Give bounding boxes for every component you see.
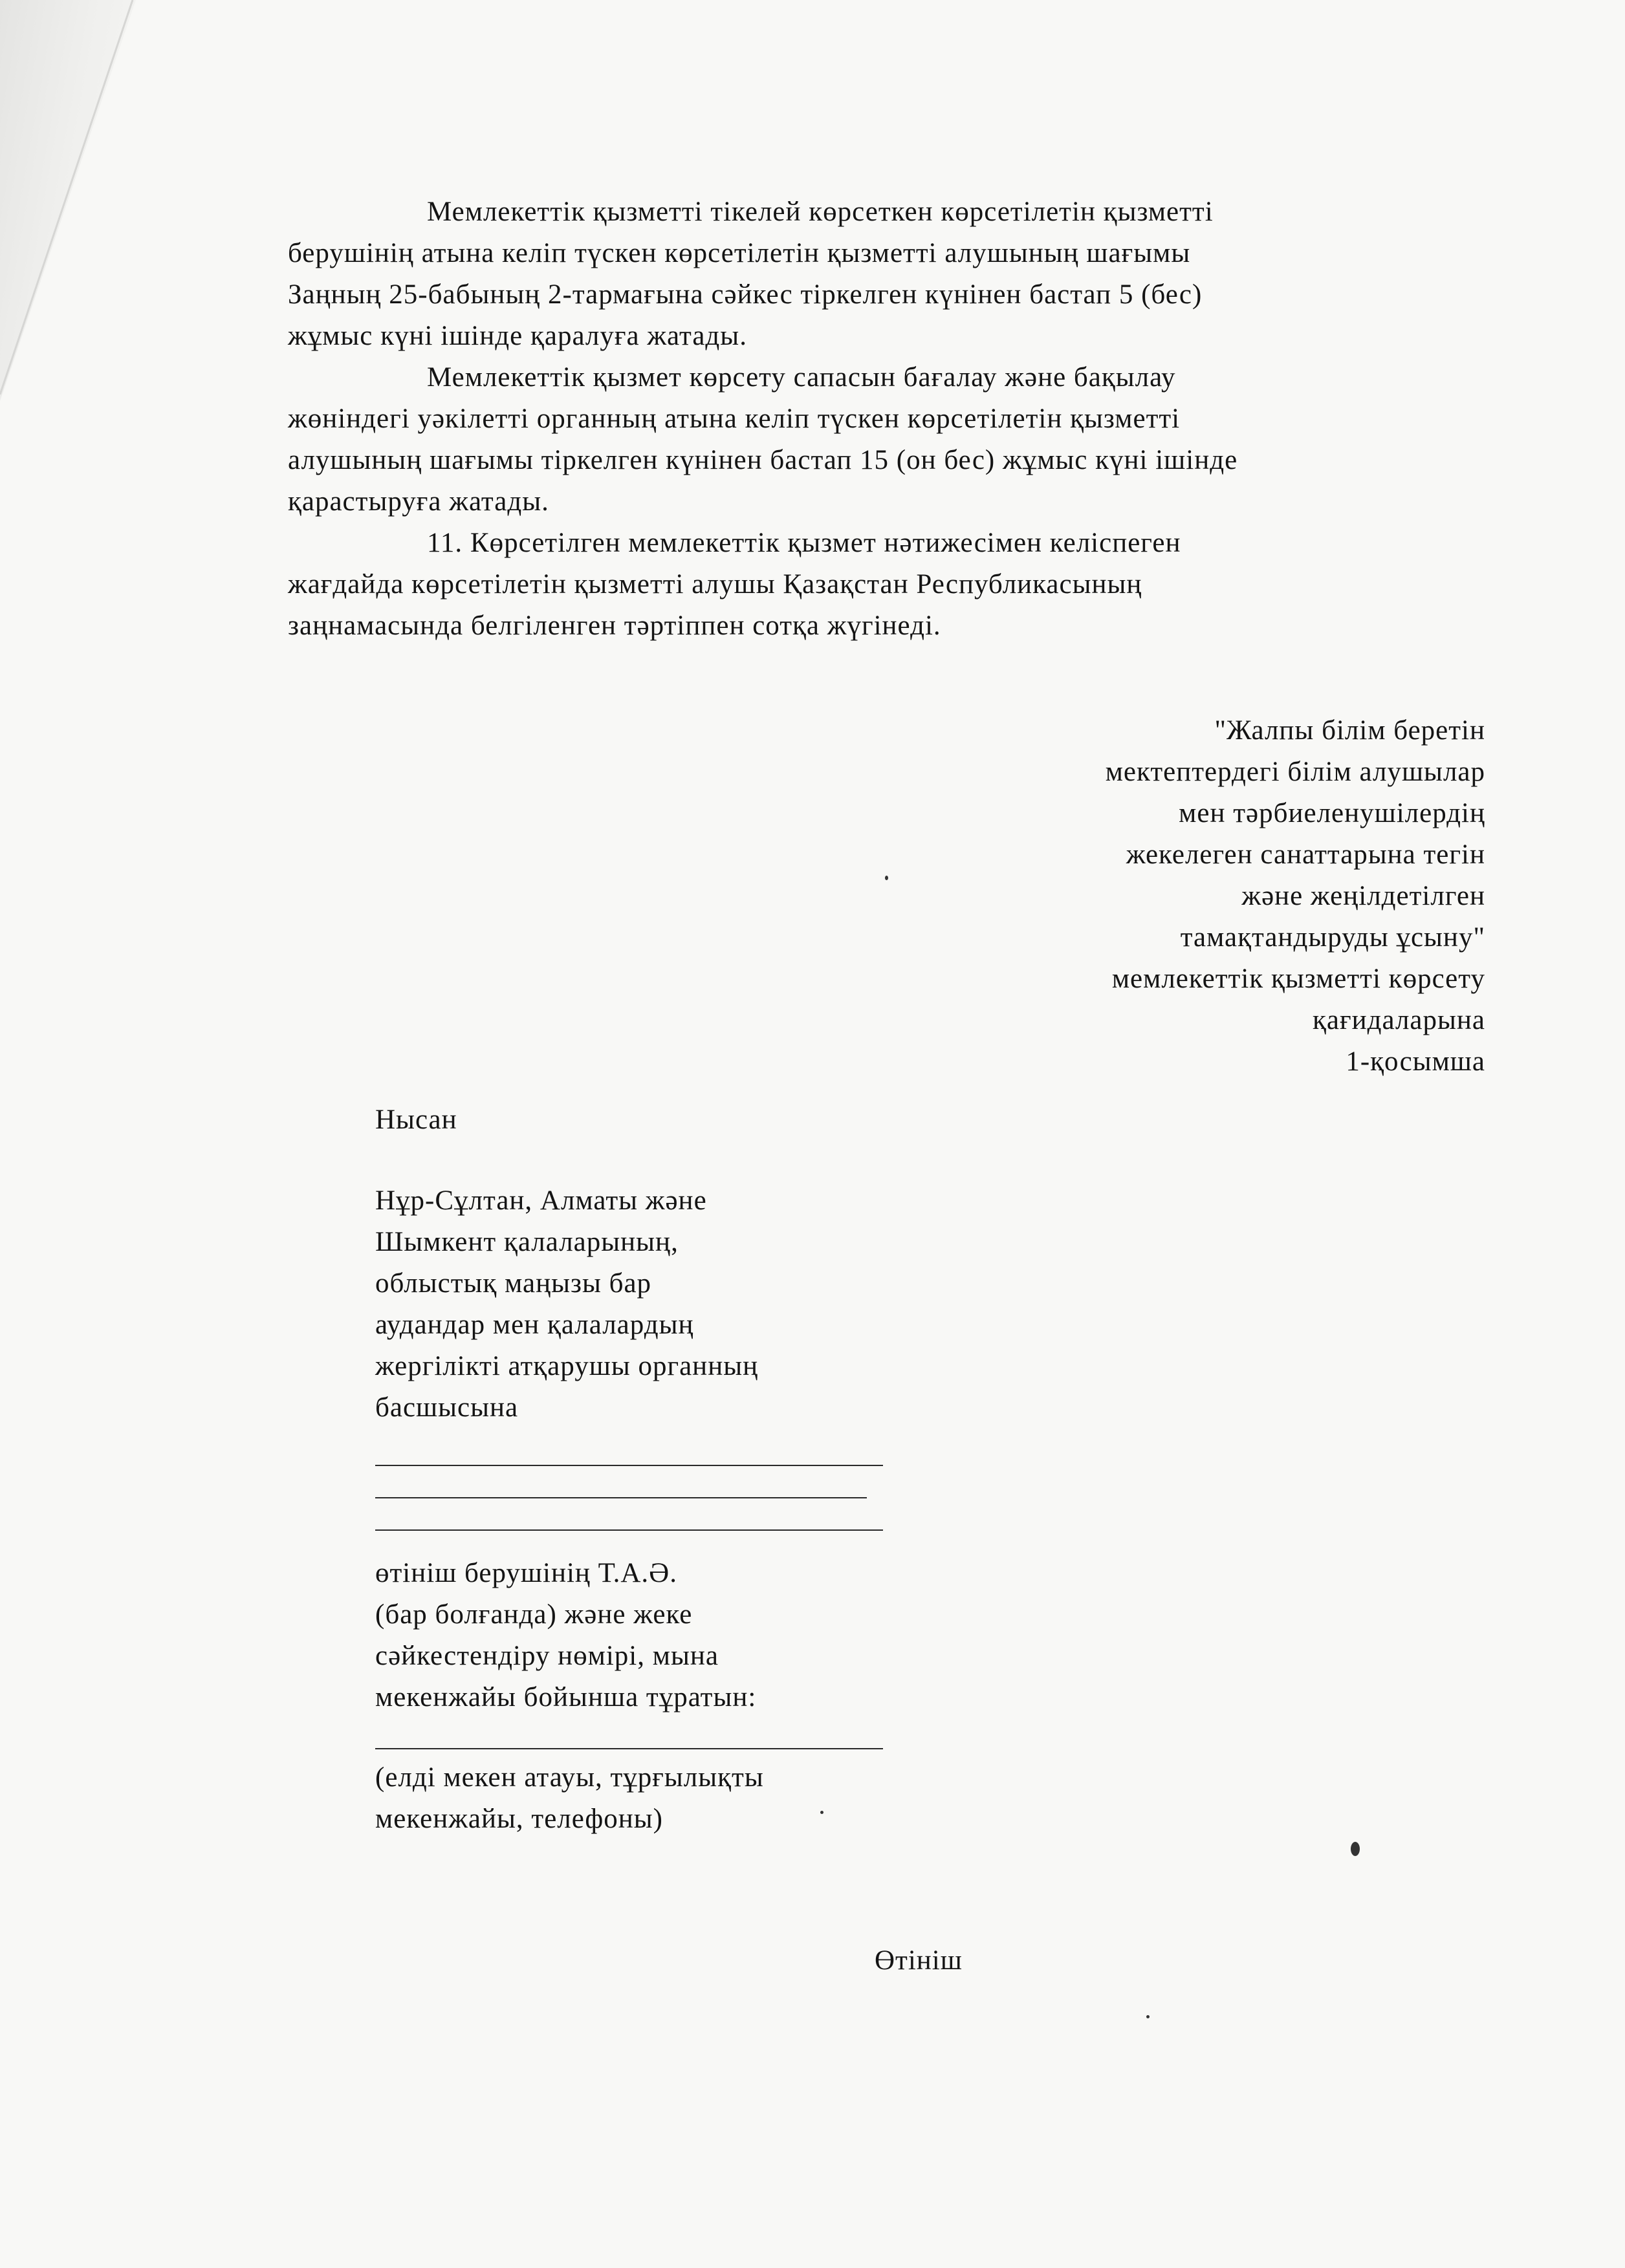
appendix-line-6: тамақтандыруды ұсыну" [1180,922,1485,953]
spacer [375,1749,957,1757]
body-text [288,191,1517,647]
scan-speck [1146,2015,1150,2018]
p1-line-2: берушінің атына келіп түскен көрсетілетін қызметті алушының шағымы [288,238,1191,268]
addressee-line-6: басшысына [375,1392,519,1423]
spacer [375,1718,957,1748]
p3-line-3: заңнамасында белгіленген тәртіппен сотқа жүгінеді. [288,610,941,641]
p2-line-4: қарастыруға жатады. [288,486,549,517]
p3-line-1: 11. Көрсетілген мемлекеттік қызмет нәтижесімен келіспеген [427,528,1181,558]
document-title: Өтініш [875,1945,963,1976]
applicant-note-line-2: мекенжайы, телефоны) [375,1804,663,1834]
spacer [375,1429,957,1465]
p1-line-1: Мемлекеттік қызметті тікелей көрсеткен көрсетілетін қызметті [427,197,1214,227]
appendix-line-3: мен тәрбиеленушілердің [1179,798,1485,828]
form-label: Нысан [375,1105,457,1135]
spacer [375,1498,957,1529]
appendix-line-7: мемлекеттік қызметті көрсету [1111,964,1485,994]
spacer [375,1466,957,1497]
appendix-header [838,710,1485,1083]
appendix-line-8: қағидаларына [1313,1005,1485,1035]
addressee-line-2: Шымкент қалаларының, [375,1227,679,1257]
addressee-line-5: жергілікті атқарушы органның [375,1351,759,1381]
folded-corner-shadow [0,0,136,401]
applicant-line-2: (бар болғанда) және жеке [375,1599,693,1630]
p2-line-3: алушының шағымы тіркелген күнінен бастап 15 (он бес) жұмыс күні ішінде [288,445,1238,475]
scan-speck [885,876,888,880]
spacer [375,1531,957,1553]
addressee-line-3: облыстық маңызы бар [375,1268,652,1299]
p2-line-2: жөніндегі уәкілетті органның атына келіп түскен көрсетілетін қызметті [288,404,1181,434]
p3-line-2: жағдайда көрсетілетін қызметті алушы Қазақстан Республикасының [288,569,1142,599]
p1-line-4: жұмыс күні ішінде қаралуға жатады. [288,321,747,351]
appendix-line-2: мектептердегі білім алушылар [1105,757,1485,787]
appendix-line-1: "Жалпы білім беретін [1214,715,1485,746]
applicant-note-line-1: (елді мекен атауы, тұрғылықты [375,1762,764,1793]
appendix-line-9: 1-қосымша [1346,1046,1485,1077]
applicant-line-3: сәйкестендіру нөмірі, мына [375,1641,719,1671]
scan-speck [1351,1842,1360,1856]
appendix-line-5: және жеңілдетілген [1241,881,1485,911]
applicant-line-4: мекенжайы бойынша тұратын: [375,1682,757,1712]
addressee-line-4: аудандар мен қалалардың [375,1310,694,1340]
addressee-line-1: Нұр-Сұлтан, Алматы және [375,1185,707,1216]
scan-speck [820,1811,823,1814]
p1-line-3: Заңның 25-бабының 2-тармағына сәйкес тіркелген күнінен бастап 5 (бес) [288,279,1203,310]
p2-line-1: Мемлекеттік қызмет көрсету сапасын бағалау және бақылау [427,362,1176,393]
addressee-block [375,1180,957,1840]
applicant-line-1: өтініш берушінің Т.А.Ә. [375,1558,677,1588]
appendix-line-4: жекелеген санаттарына тегін [1126,839,1485,870]
